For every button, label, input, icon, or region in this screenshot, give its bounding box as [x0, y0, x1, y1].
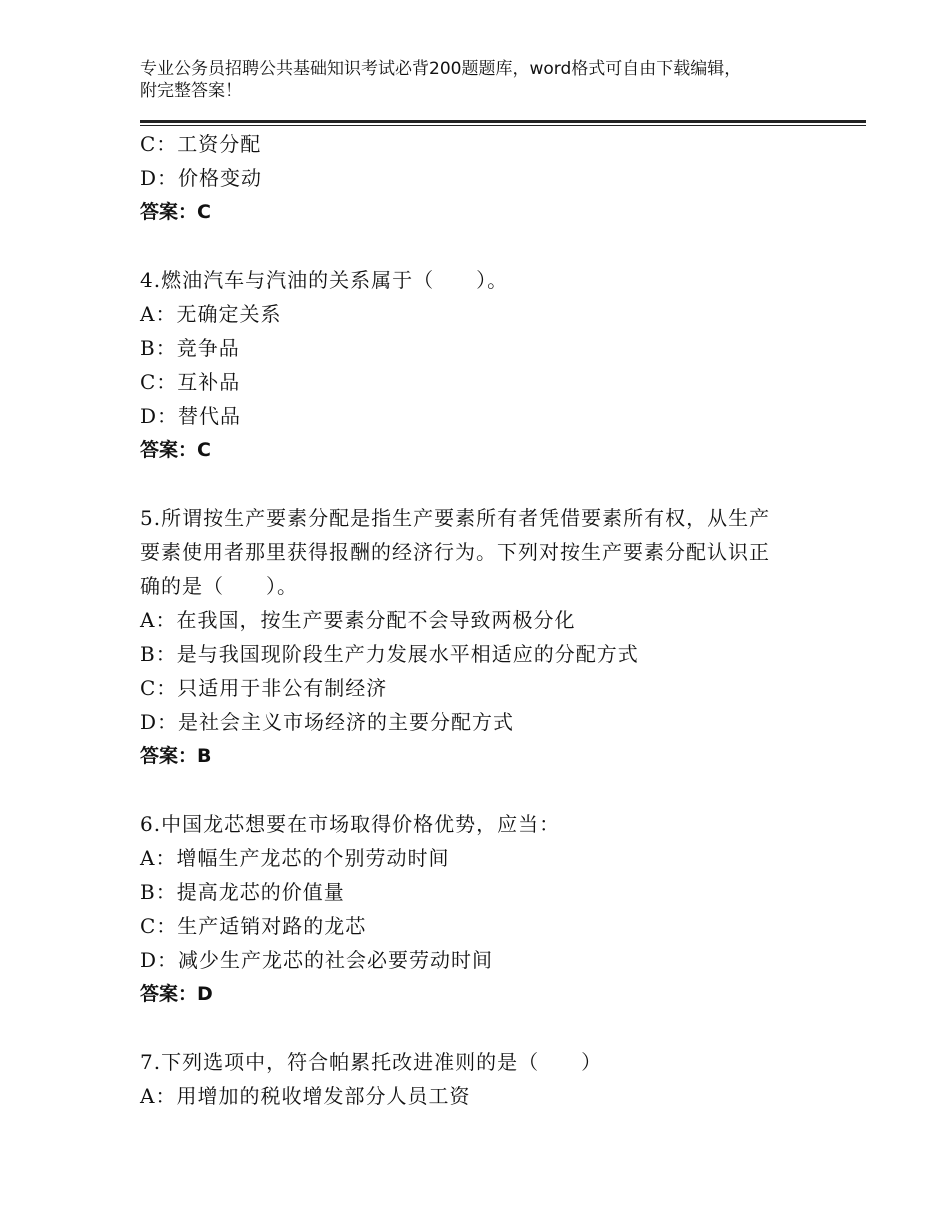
header-line-1: 专业公务员招聘公共基础知识考试必背200题题库，word格式可自由下载编辑， [140, 59, 742, 79]
spacer [140, 229, 830, 263]
option-d: D：是社会主义市场经济的主要分配方式 [140, 710, 515, 734]
question-stem [140, 263, 830, 297]
option-c: C：生产适销对路的龙芯 [140, 914, 367, 938]
option-b: B：竞争品 [140, 336, 240, 360]
stem-line: 5.所谓按生产要素分配是指生产要素所有者凭借要素所有权，从生产 [140, 506, 771, 530]
option-a: A：用增加的税收增发部分人员工资 [140, 1084, 471, 1108]
question-3-tail [140, 127, 830, 229]
option-d: D：价格变动 [140, 166, 263, 190]
option-d: D：替代品 [140, 404, 242, 428]
question-list [140, 127, 830, 1113]
question-7 [140, 1045, 830, 1113]
option-b: B：是与我国现阶段生产力发展水平相适应的分配方式 [140, 642, 639, 666]
question-stem [140, 807, 830, 841]
spacer [140, 773, 830, 807]
option-c: C：工资分配 [140, 132, 262, 156]
spacer [140, 1011, 830, 1045]
option-c: C：只适用于非公有制经济 [140, 676, 388, 700]
question-5 [140, 501, 830, 773]
option-a: A：增幅生产龙芯的个别劳动时间 [140, 846, 450, 870]
option-a: A：无确定关系 [140, 302, 282, 326]
option-a: A：在我国，按生产要素分配不会导致两极分化 [140, 608, 576, 632]
stem-line: 7.下列选项中，符合帕累托改进准则的是（ ） [140, 1050, 603, 1074]
stem-line: 6.中国龙芯想要在市场取得价格优势，应当： [140, 812, 561, 836]
spacer [140, 467, 830, 501]
stem-line: 4.燃油汽车与汽油的关系属于（ ）。 [140, 268, 509, 292]
page-header [140, 58, 840, 102]
stem-line: 确的是（ ）。 [140, 574, 298, 598]
answer: 答案：C [140, 439, 211, 461]
question-stem [140, 501, 830, 603]
answer: 答案：C [140, 201, 211, 223]
header-rule-thick [140, 120, 866, 123]
question-6 [140, 807, 830, 1011]
answer: 答案：B [140, 745, 212, 767]
header-rule-thin [140, 125, 866, 126]
question-4 [140, 263, 830, 467]
option-b: B：提高龙芯的价值量 [140, 880, 345, 904]
option-c: C：互补品 [140, 370, 241, 394]
answer: 答案：D [140, 983, 213, 1005]
stem-line: 要素使用者那里获得报酬的经济行为。下列对按生产要素分配认识正 [140, 540, 770, 564]
option-d: D：减少生产龙芯的社会必要劳动时间 [140, 948, 494, 972]
question-stem [140, 1045, 830, 1079]
header-line-2: 附完整答案！ [140, 81, 242, 101]
